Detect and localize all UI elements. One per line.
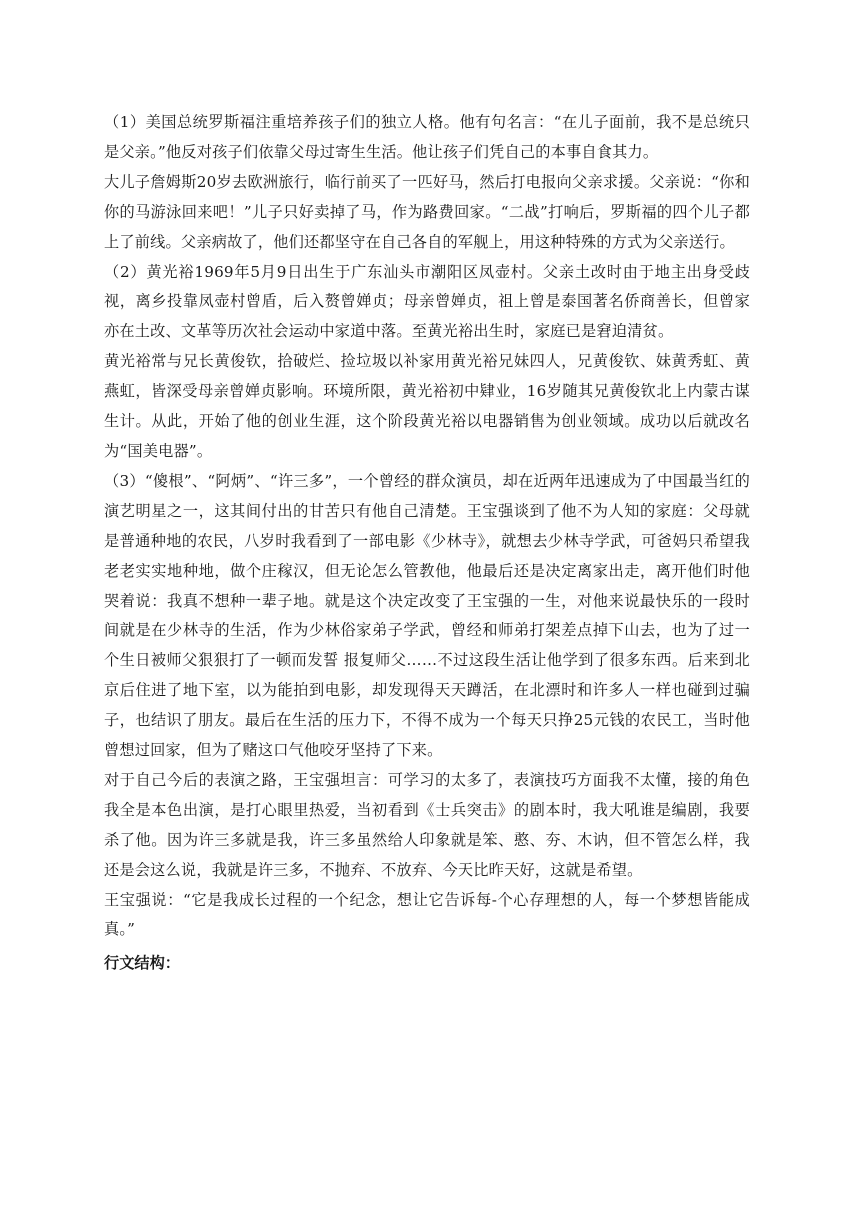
paragraph-roosevelt-intro: （1）美国总统罗斯福注重培养孩子们的独立人格。他有句名言：“在儿子面前，我不是总统只是父亲。”他反对孩子们依靠父母过寄生生活。他让孩子们凭自己的本事自食其力。 — [104, 113, 750, 161]
paragraph-wang-intro: （3）“傻根”、“阿炳”、“许三多”，一个曾经的群众演员，却在近两年迅速成为了中国最当红的演艺明星之一，这其间付出的甘苦只有他自己清楚。王宝强谈到了他不为人知的家庭：父母就是普通种地的农民，八岁时我看到了一部电影《少林寺》，就想去少林寺学武，可爸妈只希望我老老实实地种地，做个庄稼汉，但无论怎么管教他，他最后还是决定离家出走，离开他们时他哭着说：我真不想种一辈子地。就是这个决定改变了王宝强的一生，对他来说最快乐的一段时间就是在少林寺的生活，作为少林俗家弟子学武，曾经和师弟打架差点掉下山去，也为了过一个生日被师父狠狠打了一顿而发誓 报复师父……不过这段生活让他学到了很多东西。后来到北京后住进了地下室，以为能拍到电影，却发现得天天蹲活，在北漂时和许多人一样也碰到过骗子，也结识了朋友。最后在生活的压力下，不得不成为一个每天只挣25元钱的农民工，当时他曾想过回家，但为了赌这口气他咬牙坚持了下来。 — [104, 471, 750, 760]
paragraph-wang-quote: 王宝强说：“它是我成长过程的一个纪念，想让它告诉每-个心存理想的人，每一个梦想皆能成真。” — [104, 890, 750, 939]
paragraph-roosevelt-story: 大儿子詹姆斯20岁去欧洲旅行，临行前买了一匹好马，然后打电报向父亲求援。父亲说：“你和你的马游泳回来吧！”儿子只好卖掉了马，作为路费回家。“二战”打响后，罗斯福的四个儿子都上了前线。父亲病故了，他们还都坚守在自己各自的军舰上，用这种特殊的方式为父亲送行。 — [104, 172, 750, 251]
document-body — [104, 108, 750, 979]
paragraph-huang-story: 黄光裕常与兄长黄俊钦，拾破烂、捡垃圾以补家用黄光裕兄妹四人，兄黄俊钦、妹黄秀虹、黄燕虹，皆深受母亲曾婵贞影响。环境所限，黄光裕初中肄业，16岁随其兄黄俊钦北上内蒙古谋生计。从此，开始了他的创业生涯，这个阶段黄光裕以电器销售为创业领域。成功以后就改名为“国美电器”。 — [104, 352, 750, 460]
paragraph-wang-acting: 对于自己今后的表演之路，王宝强坦言：可学习的太多了，表演技巧方面我不太懂，接的角色我全是本色出演，是打心眼里热爱，当初看到《士兵突击》的剧本时，我大吼谁是编剧，我要杀了他。因为许三多就是我，许三多虽然给人印象就是笨、憨、夯、木讷，但不管怎么样，我还是会这么说，我就是许三多，不抛弃、不放弃、今天比昨天好，这就是希望。 — [104, 770, 750, 879]
section-heading: 行文结构： — [104, 954, 180, 973]
paragraph-huang-intro: （2）黄光裕1969年5月9日出生于广东汕头市潮阳区凤壶村。父亲土改时由于地主出身受歧视，离乡投靠凤壶村曾盾，后入赘曾婵贞；母亲曾婵贞，祖上曾是泰国著名侨商善长，但曾家亦在土改、文革等历次社会运动中家道中落。至黄光裕出生时，家庭已是窘迫清贫。 — [104, 262, 750, 341]
